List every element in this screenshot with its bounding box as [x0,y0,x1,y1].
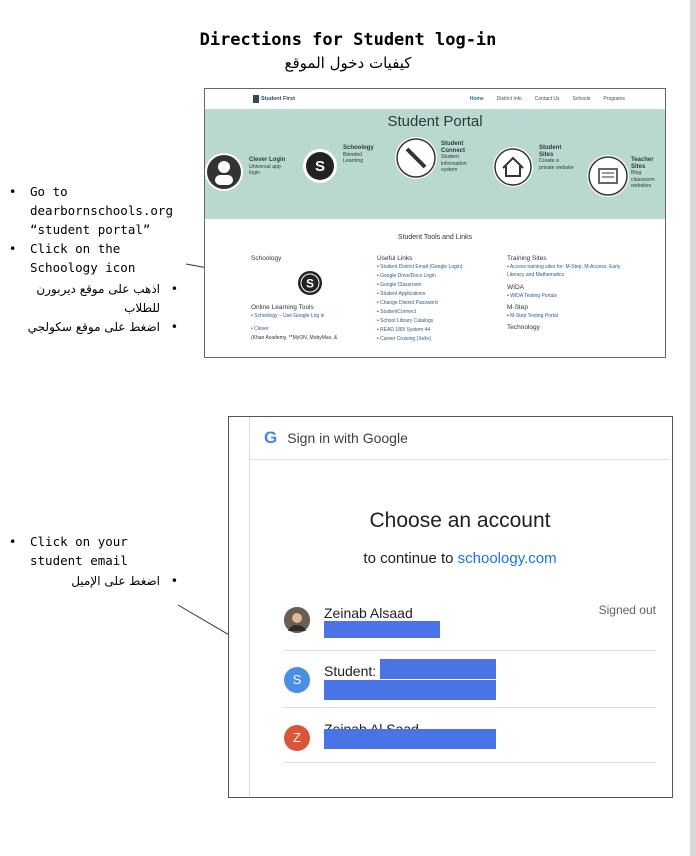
useful-links-heading: Useful Links [377,255,413,262]
continue-prefix: to continue to [363,550,454,567]
choose-account-heading: Choose an account [369,509,551,532]
training-link[interactable]: • Access training sites for: M-Step, M-Access, Early Literacy and Mathematics [507,263,637,279]
account-name: Student: [324,663,377,679]
useful-link[interactable]: • READ 180/ System 44 [377,326,497,335]
useful-link[interactable]: • School Library Catalogs [377,317,497,326]
useful-link[interactable]: • Google Drive/Docs Login [377,272,497,281]
instruction-item-arabic: • اضغط على موقع سكولجي [0,318,194,337]
account-row-student[interactable] [284,659,656,705]
svg-text:S: S [314,158,326,175]
useful-link[interactable]: • Change District Password [377,299,497,308]
nav-home[interactable]: Home [469,96,484,102]
avatar-photo [284,607,310,633]
student-portal-screenshot [204,88,666,358]
redacted-email [324,621,440,638]
account-divider [284,762,656,763]
tile-teacher-sites[interactable]: Teacher Sites Blog classroom websites [631,157,655,189]
wida-heading: WIDA [507,284,524,291]
useful-link[interactable]: • Google Classroom [377,281,497,290]
student-connect-icon[interactable] [395,137,437,179]
account-divider [284,650,656,651]
tile-clever[interactable]: Clever Login Universal app login [249,157,286,176]
online-tool-note: (Khan Academy, **MyON, MobyMax, & [251,335,338,341]
useful-link[interactable]: • StudentConnect [377,308,497,317]
google-signin-panel [249,417,670,797]
nav-programs[interactable]: Programs [603,96,625,102]
mstep-heading: M-Step [507,304,528,311]
google-logo-icon: G [264,428,278,447]
student-tools-heading: Student Tools and Links [397,234,473,241]
schoology-icon[interactable] [297,270,323,296]
google-signin-title: Sign in with Google [287,430,408,446]
tile-student-sites[interactable]: Student Sites Create a private website [539,145,574,171]
continue-domain: schoology.com [457,550,557,567]
training-sites-column [507,254,637,332]
portal-logo[interactable]: Student First [253,94,301,104]
nav-district-info[interactable]: District Info [496,96,522,102]
account-name: Zeinab Alsaad [324,605,413,621]
clever-login-icon[interactable] [205,153,243,191]
account-status: Signed out [598,603,656,617]
teacher-sites-icon[interactable] [587,155,629,197]
instruction-item-arabic: • اضغط على الإميل [0,572,194,591]
online-tools-heading: Online Learning Tools [251,304,314,311]
online-tool-link[interactable]: • Schoology – Use Google Log in [251,312,371,321]
useful-link[interactable]: • Student District Email (Google Login) [377,263,497,272]
account-row[interactable] [284,717,656,757]
nav-contact-us[interactable]: Contact Us [534,96,560,102]
tile-student-connect[interactable]: Student Connect Student information system [441,141,467,173]
page-title-arabic: كيفيات دخول الموقع [284,54,412,72]
google-signin-screenshot [228,416,673,798]
instruction-item-arabic: • اذهب على موقع ديربورن للطلاب [0,280,194,318]
useful-link[interactable]: • Career Cruising (Xello) [377,335,497,344]
instruction-item: • Click on your student email [0,532,180,570]
technology-heading: Technology [507,324,540,331]
useful-link[interactable]: • Student Applications [377,290,497,299]
useful-links-column [377,254,497,344]
online-tool-link[interactable]: • Clever [251,325,371,334]
schoology-column [251,254,361,263]
portal-heading: Student Portal [387,113,483,130]
avatar-z: Z [284,725,310,751]
student-sites-icon[interactable] [493,147,533,187]
account-divider [284,707,656,708]
schoology-tile-icon[interactable] [303,149,337,183]
online-tools-column [251,303,371,343]
redacted-email [324,729,496,749]
avatar-s: S [284,667,310,693]
mstep-link[interactable]: • M-Step Testing Portal [507,312,637,321]
continue-to-text [250,550,670,567]
page-title: Directions for Student log-in [199,30,497,50]
svg-text:S: S [305,276,315,291]
redacted-name [380,659,496,679]
redacted-email [324,680,496,700]
instruction-item: • Click on the Schoology icon [0,239,190,277]
instruction-item: • Go to dearbornschools.org “student portal” [0,182,180,239]
portal-nav [205,89,665,109]
google-signin-header [250,417,670,460]
nav-schools[interactable]: Schools [572,96,591,102]
schoology-label: Schoology [251,255,282,262]
account-row[interactable] [284,605,656,645]
training-heading: Training Sites [507,255,547,262]
wida-link[interactable]: • WIDA Testing Portals [507,292,637,301]
tile-schoology[interactable]: Schoology Blended Learning [343,145,374,164]
